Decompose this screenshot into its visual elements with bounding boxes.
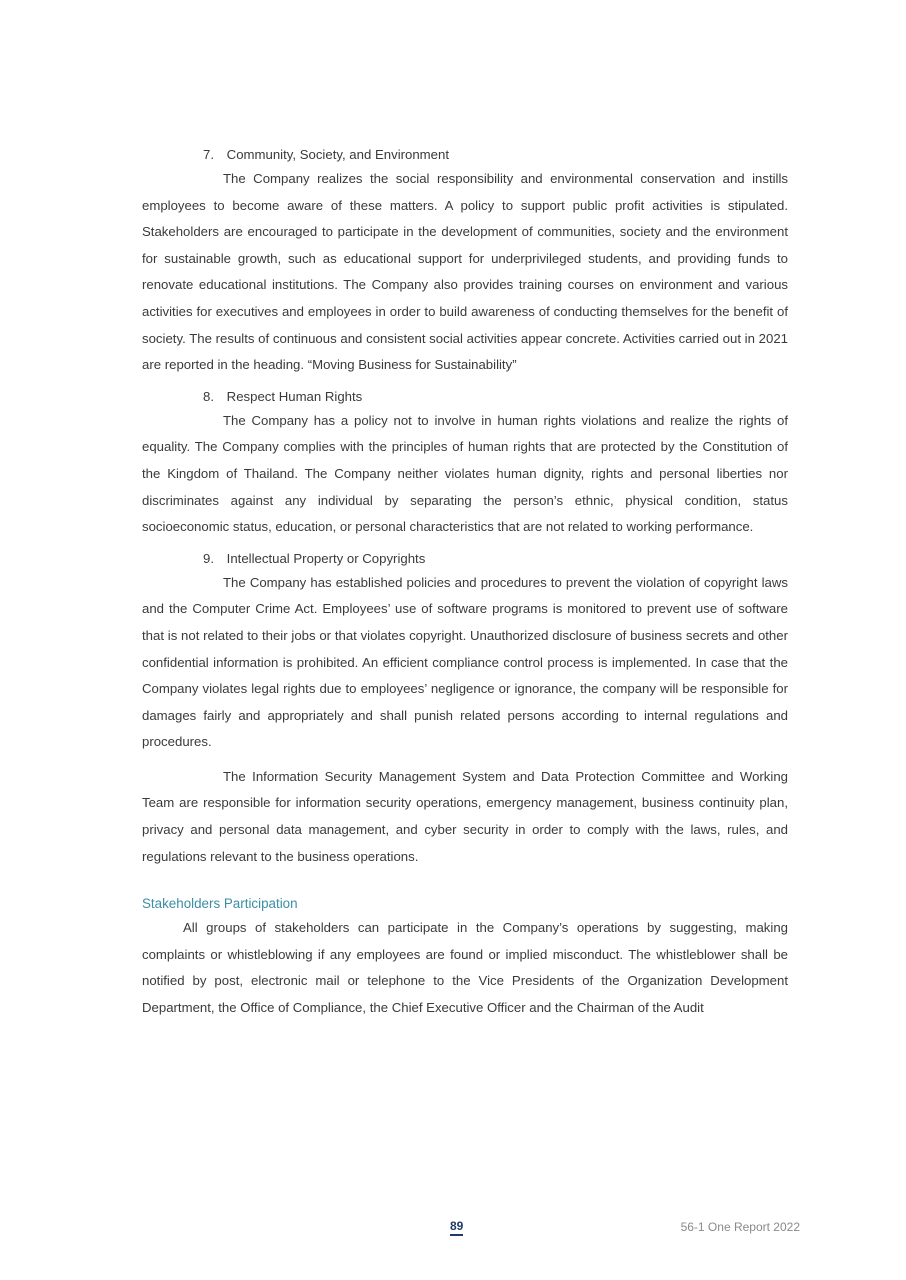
section-title: Intellectual Property or Copyrights: [226, 550, 426, 566]
stakeholders-body: All groups of stakeholders can participate in the Company’s operations by suggesting, making complaints or whistleblowing if any employees are found or implied misconduct. The whistleblower shall be notified by post, electronic mail or telephone to the Vice Presidents of the Organization Development Department, the Office of Compliance, the Chief Executive Officer and the Chairman of the Audit: [142, 920, 788, 1016]
stakeholders-heading: Stakeholders Participation: [142, 896, 298, 912]
section-title: Respect Human Rights: [226, 388, 363, 404]
section-heading-7: [142, 143, 788, 166]
section-body-7: The Company realizes the social responsibility and environmental conservation and instills employees to become aware of these matters. A policy to support public profit activities is stipulated. Stakeholders are encouraged to participate in the development of communities, society and the environment for sustainable growth, such as educational support for underprivileged students, and providing funds to renovate educational institutions. The Company also provides training courses on environment and various activities for executives and employees in order to build awareness of conducting themselves for the benefit of society. The results of continuous and consistent social activities appear concrete. Activities carried out in 2021 are reported in the heading. “Moving Business for Sustainability”: [142, 171, 788, 373]
section-number: 9.: [203, 550, 214, 566]
section-body-9: The Company has established policies and procedures to prevent the violation of copyright laws and the Computer Crime Act. Employees’ use of software programs is monitored to prevent use of software that is not related to their jobs or that violates copyright. Unauthorized disclosure of business secrets and other confidential information is prohibited. An efficient compliance control process is implemented. In case that the Company violates legal rights due to employees’ negligence or ignorance, the company will be responsible for damages fairly and appropriately and shall punish related persons according to internal regulations and procedures.: [142, 574, 788, 750]
section-number: 7.: [203, 147, 214, 162]
section-heading-9: [142, 547, 788, 570]
information-security-paragraph: The Information Security Management System and Data Protection Committee and Working Team are responsible for information security operations, emergency management, business continuity plan, privacy and personal data management, and cyber security in order to comply with the laws, rules, and regulations relevant to the business operations.: [142, 768, 788, 864]
section-heading-8: [142, 385, 788, 408]
section-number: 8.: [203, 388, 214, 404]
section-body-8: The Company has a policy not to involve in human rights violations and realize the rights of equality. The Company complies with the principles of human rights that are protected by the Constitution of the Kingdom of Thailand. The Company neither violates human dignity, rights and personal liberties nor discriminates against any individual by separating the person’s ethnic, physical condition, status socioeconomic status, education, or personal characteristics that are not related to working performance.: [142, 412, 788, 535]
section-title: Community, Society, and Environment: [226, 147, 449, 162]
document-body: [142, 143, 788, 1022]
report-name: 56-1 One Report 2022: [680, 1220, 800, 1234]
page-number: 89: [450, 1219, 463, 1236]
